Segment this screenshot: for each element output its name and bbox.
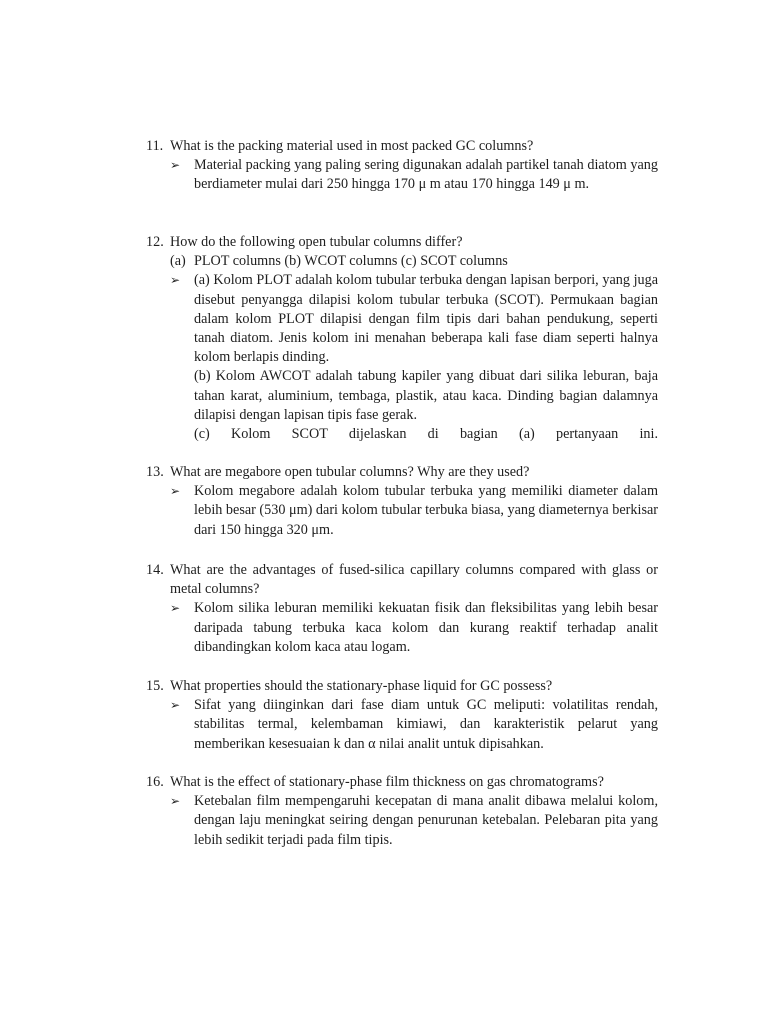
arrowhead-bullet-icon: ➢ [170,698,181,713]
sub-question-text: PLOT columns (b) WCOT columns (c) SCOT columns [194,253,508,270]
question-line [146,677,658,696]
question-number: 13. [146,464,164,480]
question-text: What is the packing material used in most packed GC columns? [170,138,534,154]
sub-question-letter: (a) [170,253,186,270]
arrowhead-bullet-icon: ➢ [170,484,181,499]
question-text: What are the advantages of fused-silica capillary columns compared with glass or metal columns? [170,562,658,598]
question-number: 16. [146,774,164,790]
arrowhead-bullet-icon: ➢ [170,601,181,616]
question-line [146,137,658,156]
arrowhead-bullet-icon: ➢ [170,158,181,173]
answer-block [146,599,658,657]
answer-block [146,271,658,444]
arrowhead-bullet-icon: ➢ [170,794,181,809]
answer-text: Kolom megabore adalah kolom tubular terbuka yang memiliki diameter dalam lebih besar (530 μm) dari kolom tubular terbuka biasa, yang diameternya berkisar dari 150 hingga 320 μm. [194,483,658,538]
answer-paragraph-a: (a) Kolom PLOT adalah kolom tubular terbuka dengan lapisan berpori, yang juga disebut penyangga dilapisi kolom tubular terbuka (SCOT). Permukaan bagian dalam kolom PLOT dilapisi dengan film tipis dari bahan pendukung, seperti tanah diatom. Jenis kolom ini menahan beberapa kali fase diam seperti halnya kolom berlapis dinding. [194,272,658,366]
answer-text: Material packing yang paling sering digunakan adalah partikel tanah diatom yang berdiameter mulai dari 250 hingga 170 μ m atau 170 hingga 149 μ m. [194,157,658,193]
question-item-16 [146,773,658,850]
question-item-14 [146,561,658,657]
answer-paragraph-b: (b) Kolom AWCOT adalah tabung kapiler yang dibuat dari silika leburan, baja tahan karat, aluminium, tembaga, plastik, atau kaca. Dinding bagian dalamnya dilapisi dengan lapisan tipis fase gerak. [194,368,658,423]
answer-text: Sifat yang diinginkan dari fase diam untuk GC meliputi: volatilitas rendah, stabilitas termal, kelembaman kimiawi, dan karakteristik pelarut yang memberikan kesesuaian k dan α nilai analit untuk dipisahkan. [194,697,658,752]
sub-question-line [146,252,658,271]
question-number: 14. [146,562,164,578]
question-number: 11. [146,138,164,154]
question-number: 15. [146,678,164,694]
question-item-11 [146,137,658,195]
question-line [146,233,658,252]
question-item-15 [146,677,658,754]
question-number: 12. [146,234,164,250]
question-item-12 [146,233,658,444]
question-line [146,463,658,482]
answer-paragraph-c: (c) Kolom SCOT dijelaskan di bagian (a) pertanyaan ini. [194,426,658,443]
answer-block [146,482,658,540]
question-text: What is the effect of stationary-phase film thickness on gas chromatograms? [170,774,604,790]
answer-block [146,696,658,754]
question-line [146,561,658,599]
arrowhead-bullet-icon: ➢ [170,273,181,288]
question-line [146,773,658,792]
question-item-13 [146,463,658,540]
answer-block [146,156,658,194]
question-text: What properties should the stationary-phase liquid for GC possess? [170,678,553,694]
answer-text: Kolom silika leburan memiliki kekuatan fisik dan fleksibilitas yang lebih besar daripada tabung terbuka kaca kolom dan kurang reaktif terhadap analit dibandingkan kolom kaca atau logam. [194,600,658,655]
question-text: What are megabore open tubular columns? Why are they used? [170,464,530,480]
answer-text: Ketebalan film mempengaruhi kecepatan di mana analit dibawa melalui kolom, dengan laju meningkat seiring dengan penurunan ketebalan. Pelebaran pita yang lebih sedikit terjadi pada film tipis. [194,793,658,848]
answer-block [146,792,658,850]
question-text: How do the following open tubular columns differ? [170,234,463,250]
